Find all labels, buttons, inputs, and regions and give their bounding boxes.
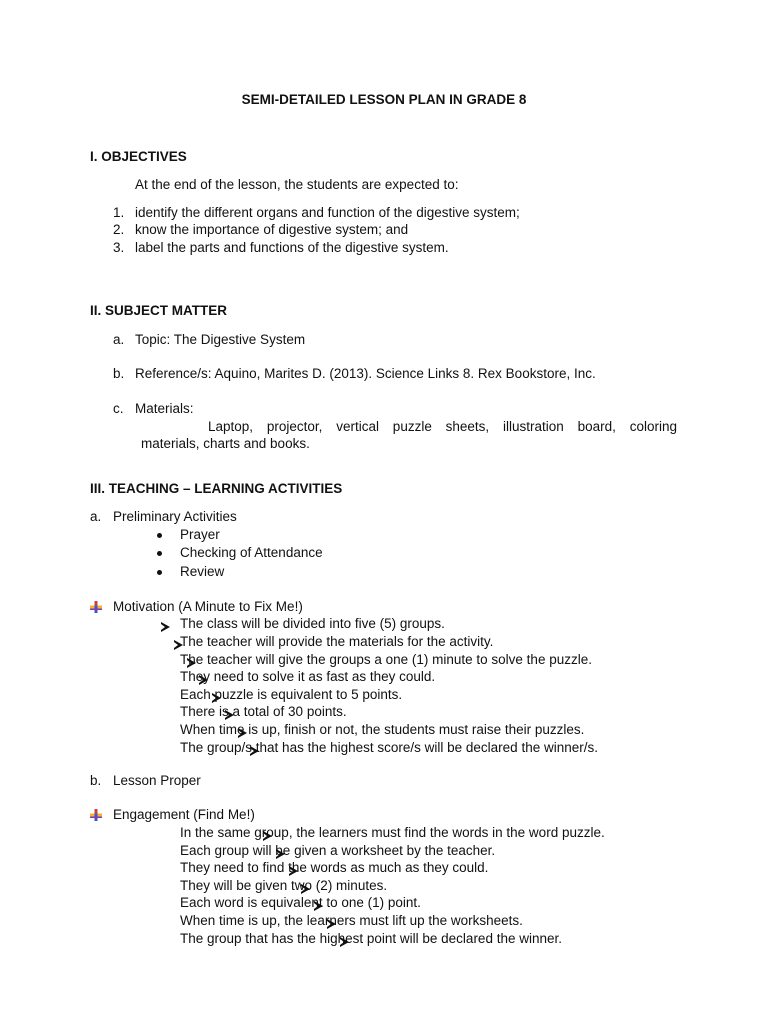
motivation-item: When time is up, finish or not, the students must raise their puzzles.	[180, 722, 585, 737]
bullet-icon	[157, 533, 162, 538]
objectives-intro: At the end of the lesson, the students are expected to:	[135, 177, 459, 192]
subject-letter: c.	[113, 401, 124, 416]
lesson-proper-letter: b.	[90, 773, 102, 788]
motivation-item: Each puzzle is equivalent to 5 points.	[180, 687, 403, 702]
colored-cross-bullet-icon	[90, 809, 102, 821]
motivation-item: The teacher will give the groups a one (1) minute to solve the puzzle.	[180, 652, 592, 667]
motivation-item: There is a total of 30 points.	[180, 704, 347, 719]
objective-number: 2.	[113, 222, 125, 237]
objectives-heading: I. OBJECTIVES	[90, 149, 187, 164]
objective-item: identify the different organs and function of the digestive system;	[135, 205, 520, 220]
materials-line: Laptop, projector, vertical puzzle sheets, illustration board, coloring	[208, 419, 677, 434]
objective-number: 3.	[113, 240, 125, 255]
motivation-item: The class will be divided into five (5) groups.	[180, 616, 445, 631]
motivation-item: The group/s that has the highest score/s will be declared the winner/s.	[180, 740, 598, 755]
subject-reference: Reference/s: Aquino, Marites D. (2013). Science Links 8. Rex Bookstore, Inc.	[135, 366, 596, 381]
preliminary-item: Prayer	[180, 527, 220, 542]
engagement-item: Each group will be given a worksheet by the teacher.	[180, 843, 496, 858]
colored-cross-bullet-icon	[90, 601, 102, 613]
engagement-item: They will be given two (2) minutes.	[180, 878, 388, 893]
arrow-bullet-icon	[161, 622, 170, 632]
preliminary-title: Preliminary Activities	[113, 509, 237, 524]
preliminary-letter: a.	[90, 509, 102, 524]
subject-topic: Topic: The Digestive System	[135, 332, 306, 347]
engagement-title: Engagement (Find Me!)	[113, 807, 255, 822]
objective-item: label the parts and functions of the digestive system.	[135, 240, 449, 255]
objective-item: know the importance of digestive system; and	[135, 222, 409, 237]
preliminary-item: Checking of Attendance	[180, 545, 323, 560]
objective-number: 1.	[113, 205, 125, 220]
motivation-item: The teacher will provide the materials for the activity.	[180, 634, 494, 649]
engagement-item: In the same group, the learners must find the words in the word puzzle.	[180, 825, 605, 840]
motivation-title: Motivation (A Minute to Fix Me!)	[113, 599, 303, 614]
lesson-proper-title: Lesson Proper	[113, 773, 201, 788]
document-title: SEMI-DETAILED LESSON PLAN IN GRADE 8	[241, 92, 527, 107]
subject-letter: a.	[113, 332, 125, 347]
subject-letter: b.	[113, 366, 125, 381]
engagement-item: When time is up, the learners must lift up the worksheets.	[180, 913, 523, 928]
activities-heading: III. TEACHING – LEARNING ACTIVITIES	[90, 481, 343, 496]
preliminary-item: Review	[180, 564, 225, 579]
engagement-item: Each word is equivalent to one (1) point.	[180, 895, 421, 910]
subject-materials-label: Materials:	[135, 401, 194, 416]
subject-matter-heading: II. SUBJECT MATTER	[90, 303, 228, 318]
engagement-item: The group that has the highest point will be declared the winner.	[180, 931, 562, 946]
bullet-icon	[157, 570, 162, 575]
engagement-item: They need to find the words as much as they could.	[180, 860, 489, 875]
materials-line: materials, charts and books.	[141, 436, 310, 451]
bullet-icon	[157, 551, 162, 556]
motivation-item: They need to solve it as fast as they could.	[180, 669, 436, 684]
